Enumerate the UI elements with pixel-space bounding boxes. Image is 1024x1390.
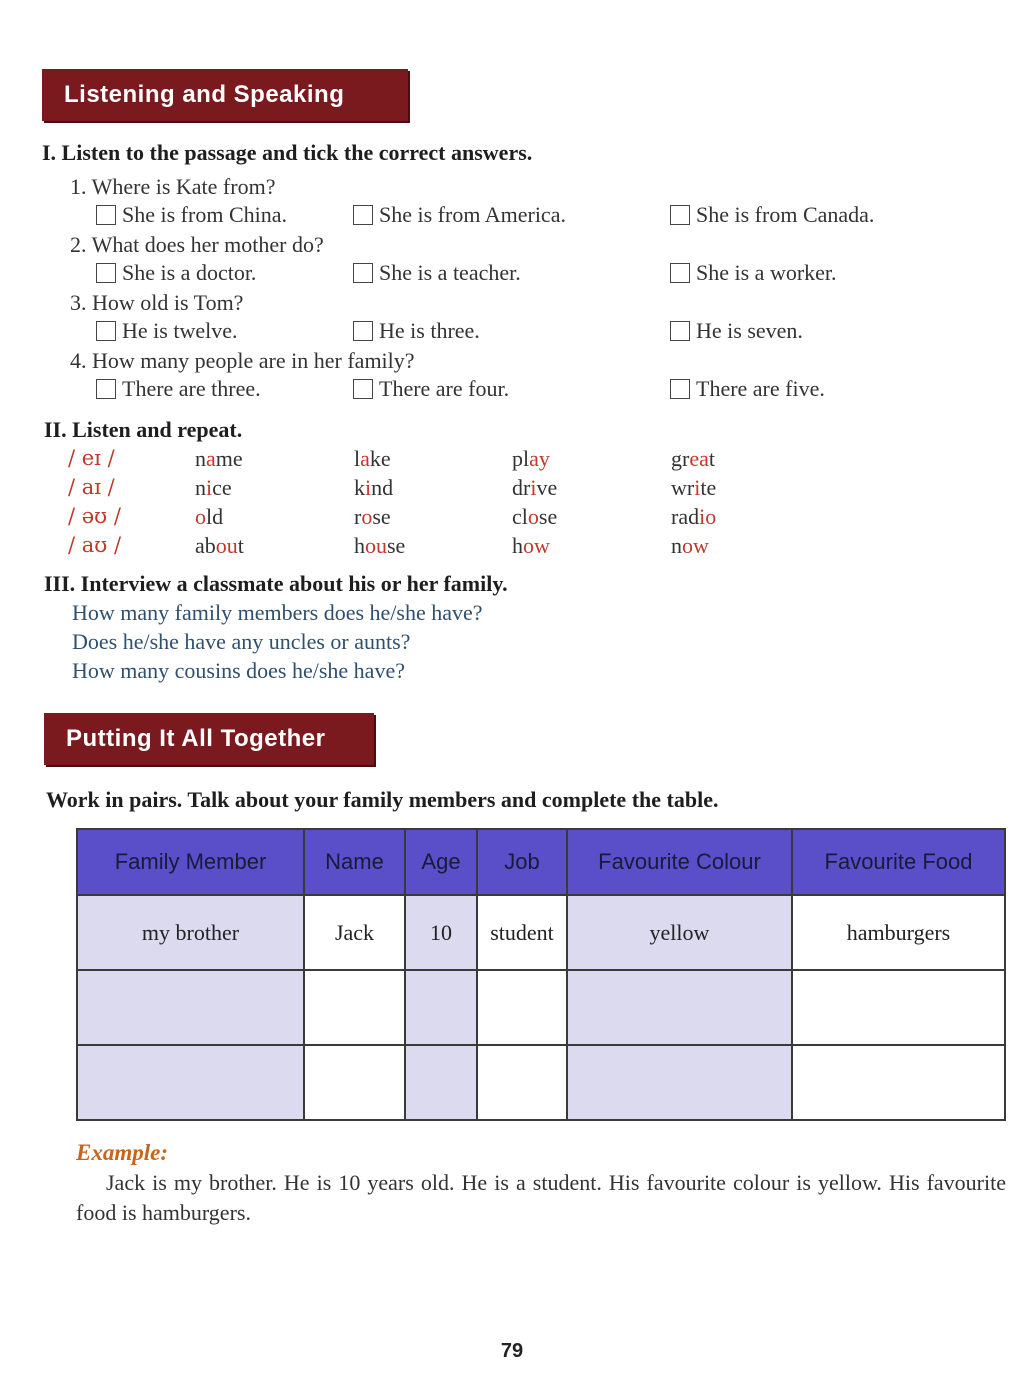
interview-question: Does he/she have any uncles or aunts? (72, 629, 411, 654)
table-header: Family Member (77, 829, 304, 895)
word-part: h (512, 533, 523, 558)
example-word (512, 446, 550, 472)
answer-option-label: She is from Canada. (696, 202, 875, 227)
checkbox[interactable] (353, 205, 373, 225)
word-part: pl (512, 446, 530, 471)
example-word (354, 504, 391, 530)
word-part: nd (371, 475, 394, 500)
word-part: se (387, 533, 406, 558)
checkbox[interactable] (670, 321, 690, 341)
word-part: t (708, 446, 715, 471)
word-part: ce (212, 475, 232, 500)
word-part: l (354, 446, 361, 471)
interview-question: How many cousins does he/she have? (72, 658, 405, 683)
highlighted-letters: i (530, 475, 537, 500)
highlighted-letters: ea (689, 446, 709, 471)
table-header-row (77, 829, 1005, 895)
highlighted-letters: o (361, 504, 373, 529)
word-part: n (195, 475, 206, 500)
question-text: 1. Where is Kate from? (70, 174, 276, 199)
answer-option[interactable] (670, 376, 825, 402)
word-part: dr (512, 475, 531, 500)
table-header: Favourite Food (792, 829, 1005, 895)
answer-option[interactable] (670, 202, 874, 228)
table-cell: my brother (77, 895, 304, 970)
highlighted-letters: i (694, 475, 701, 500)
section3-heading: III. Interview a classmate about his or her family. (44, 571, 508, 596)
phonetic-symbol: / aɪ / (68, 475, 115, 499)
table-cell[interactable] (792, 1045, 1005, 1120)
answer-option-label: She is a doctor. (122, 260, 257, 285)
table-cell: 10 (405, 895, 477, 970)
question-text: 3. How old is Tom? (70, 290, 244, 315)
example-word (354, 446, 391, 472)
word-part: gr (671, 446, 690, 471)
answer-option-label: He is twelve. (122, 318, 238, 343)
answer-option-label: There are three. (122, 376, 261, 401)
answer-option-label: He is three. (379, 318, 480, 343)
page-number: 79 (500, 1340, 524, 1362)
table-cell[interactable] (304, 970, 405, 1045)
highlighted-letters: io (699, 504, 717, 529)
word-part: me (215, 446, 243, 471)
highlighted-letters: ay (529, 446, 550, 471)
checkbox[interactable] (670, 379, 690, 399)
example-label: Example: (76, 1140, 168, 1165)
phonetic-symbol: / eɪ / (68, 446, 115, 470)
checkbox[interactable] (96, 205, 116, 225)
answer-option[interactable] (670, 318, 803, 344)
example-word (512, 504, 557, 530)
table-cell[interactable] (304, 1045, 405, 1120)
listening-speaking-banner: Listening and Speaking (42, 69, 408, 121)
answer-option[interactable] (353, 260, 521, 286)
word-part: wr (671, 475, 695, 500)
checkbox[interactable] (670, 205, 690, 225)
word-part: ve (536, 475, 558, 500)
table-header: Favourite Colour (567, 829, 792, 895)
table-header: Job (477, 829, 567, 895)
word-part: t (237, 533, 244, 558)
phonetic-symbol: / aʊ / (68, 533, 122, 557)
phonetic-symbol: / əʊ / (68, 504, 121, 528)
table-header: Age (405, 829, 477, 895)
example-word (195, 533, 244, 559)
word-part: k (354, 475, 365, 500)
table-cell[interactable] (477, 1045, 567, 1120)
word-part: cl (512, 504, 528, 529)
answer-option-label: She is from America. (379, 202, 566, 227)
table-cell: hamburgers (792, 895, 1005, 970)
example-word (195, 475, 232, 501)
answer-option-label: He is seven. (696, 318, 803, 343)
word-part: te (700, 475, 717, 500)
example-text: Jack is my brother. He is 10 years old. He is a student. His favourite colour is yellow. His favourite food is hamburgers. (76, 1170, 1006, 1225)
example-word (671, 533, 709, 559)
highlighted-letters: a (206, 446, 216, 471)
example-word (195, 446, 243, 472)
highlighted-letters: ou (215, 533, 238, 558)
putting-together-banner: Putting It All Together (44, 713, 374, 765)
highlighted-letters: o (527, 504, 539, 529)
answer-option[interactable] (670, 260, 837, 286)
table-cell[interactable] (567, 970, 792, 1045)
highlighted-letters: o (195, 504, 206, 529)
checkbox[interactable] (353, 379, 373, 399)
table-instruction: Work in pairs. Talk about your family members and complete the table. (46, 787, 719, 812)
word-part: ab (195, 533, 216, 558)
table-cell[interactable] (405, 1045, 477, 1120)
table-cell[interactable] (77, 1045, 304, 1120)
answer-option[interactable] (353, 318, 480, 344)
question-text: 4. How many people are in her family? (70, 348, 415, 373)
highlighted-letters: ow (523, 533, 550, 558)
interview-question: How many family members does he/she have? (72, 600, 483, 625)
example-word (671, 504, 716, 530)
example-word (512, 533, 550, 559)
checkbox[interactable] (353, 321, 373, 341)
table-cell: student (477, 895, 567, 970)
checkbox[interactable] (96, 321, 116, 341)
highlighted-letters: i (206, 475, 213, 500)
answer-option[interactable] (96, 202, 287, 228)
answer-option-label: She is from China. (122, 202, 287, 227)
answer-option[interactable] (96, 318, 237, 344)
checkbox[interactable] (96, 263, 116, 283)
table-cell[interactable] (405, 970, 477, 1045)
question-text: 2. What does her mother do? (70, 232, 324, 257)
table-cell[interactable] (792, 970, 1005, 1045)
answer-option[interactable] (353, 202, 566, 228)
checkbox[interactable] (670, 263, 690, 283)
table-row (77, 895, 1005, 970)
table-cell[interactable] (567, 1045, 792, 1120)
word-part: ld (206, 504, 224, 529)
example-word (354, 475, 393, 501)
answer-option-label: She is a worker. (696, 260, 837, 285)
table-cell[interactable] (477, 970, 567, 1045)
section2-heading: II. Listen and repeat. (44, 417, 243, 442)
section1-heading: I. Listen to the passage and tick the correct answers. (42, 140, 533, 165)
table-cell: Jack (304, 895, 405, 970)
checkbox[interactable] (353, 263, 373, 283)
example-word (195, 504, 223, 530)
table-header: Name (304, 829, 405, 895)
highlighted-letters: i (365, 475, 372, 500)
family-table (76, 828, 1006, 1121)
table-cell[interactable] (77, 970, 304, 1045)
answer-option[interactable] (96, 376, 261, 402)
word-part: se (372, 504, 391, 529)
word-part: h (354, 533, 365, 558)
checkbox[interactable] (96, 379, 116, 399)
answer-option-label: There are four. (379, 376, 510, 401)
answer-option[interactable] (96, 260, 256, 286)
example-word (354, 533, 405, 559)
word-part: n (195, 446, 206, 471)
example-word (671, 446, 715, 472)
answer-option-label: There are five. (696, 376, 825, 401)
word-part: se (538, 504, 558, 529)
highlighted-letters: a (360, 446, 370, 471)
example-word (671, 475, 716, 501)
table-row (77, 1045, 1005, 1120)
example-word (512, 475, 557, 501)
word-part: n (671, 533, 682, 558)
table-row (77, 970, 1005, 1045)
word-part: rad (671, 504, 700, 529)
highlighted-letters: ow (682, 533, 709, 558)
word-part: ke (369, 446, 391, 471)
highlighted-letters: ou (365, 533, 387, 558)
word-part: r (354, 504, 362, 529)
answer-option[interactable] (353, 376, 509, 402)
answer-option-label: She is a teacher. (379, 260, 521, 285)
table-cell: yellow (567, 895, 792, 970)
